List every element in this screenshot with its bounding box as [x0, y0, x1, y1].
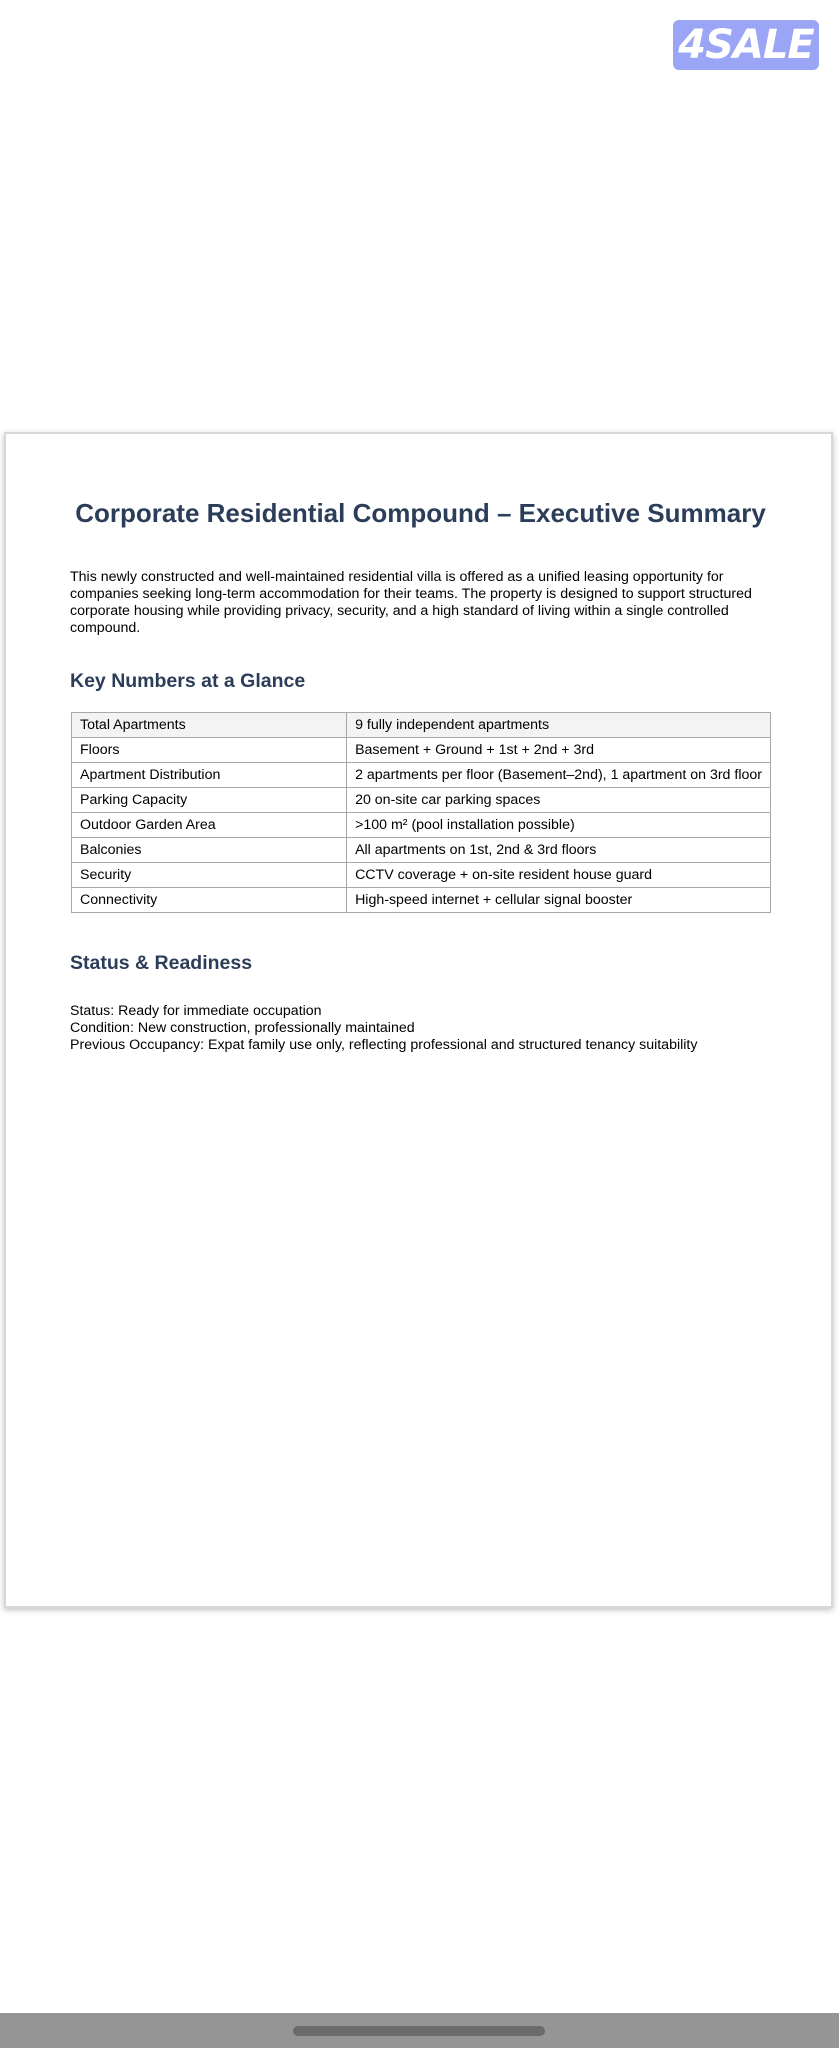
- status-line: Status: Ready for immediate occupation: [70, 1003, 322, 1019]
- table-row: [72, 763, 771, 788]
- row-value: 2 apartments per floor (Basement–2nd), 1 apartment on 3rd floor: [347, 763, 771, 788]
- row-label: Balconies: [72, 838, 347, 863]
- row-label: Security: [72, 863, 347, 888]
- table-row: [72, 863, 771, 888]
- row-value: >100 m² (pool installation possible): [347, 813, 771, 838]
- key-numbers-heading: Key Numbers at a Glance: [70, 670, 306, 692]
- bottom-bar: [0, 2013, 839, 2048]
- intro-paragraph: This newly constructed and well-maintained residential villa is offered as a unified leasing opportunity for companies seeking long-term accommodation for their teams. The property is designed to support structured corporate housing while providing privacy, security, and a high standard of living within a single controlled compound.: [70, 569, 752, 636]
- table-row: [72, 813, 771, 838]
- status-heading: Status & Readiness: [70, 952, 253, 974]
- table-row: [72, 888, 771, 913]
- table-row: [72, 788, 771, 813]
- document-title: Corporate Residential Compound – Executive Summary: [75, 498, 766, 528]
- condition-line: Condition: New construction, professionally maintained: [70, 1020, 415, 1036]
- row-label: Parking Capacity: [72, 788, 347, 813]
- row-label: Apartment Distribution: [72, 763, 347, 788]
- table-row: [72, 713, 771, 738]
- row-label: Outdoor Garden Area: [72, 813, 347, 838]
- row-value: All apartments on 1st, 2nd & 3rd floors: [347, 838, 771, 863]
- row-label: Total Apartments: [72, 713, 347, 738]
- row-label: Floors: [72, 738, 347, 763]
- row-value: High-speed internet + cellular signal booster: [347, 888, 771, 913]
- document-page[interactable]: [4, 432, 833, 1608]
- row-value: CCTV coverage + on-site resident house guard: [347, 863, 771, 888]
- status-block: [70, 1003, 697, 1054]
- home-indicator[interactable]: [293, 2026, 545, 2036]
- row-value: 20 on-site car parking spaces: [347, 788, 771, 813]
- key-numbers-table: [71, 712, 771, 913]
- row-value: 9 fully independent apartments: [347, 713, 771, 738]
- table-row: [72, 738, 771, 763]
- row-label: Connectivity: [72, 888, 347, 913]
- brand-logo[interactable]: 4SALE: [673, 20, 819, 70]
- previous-occupancy-line: Previous Occupancy: Expat family use only, reflecting professional and structured tenancy suitability: [70, 1037, 698, 1053]
- row-value: Basement + Ground + 1st + 2nd + 3rd: [347, 738, 771, 763]
- table-row: [72, 838, 771, 863]
